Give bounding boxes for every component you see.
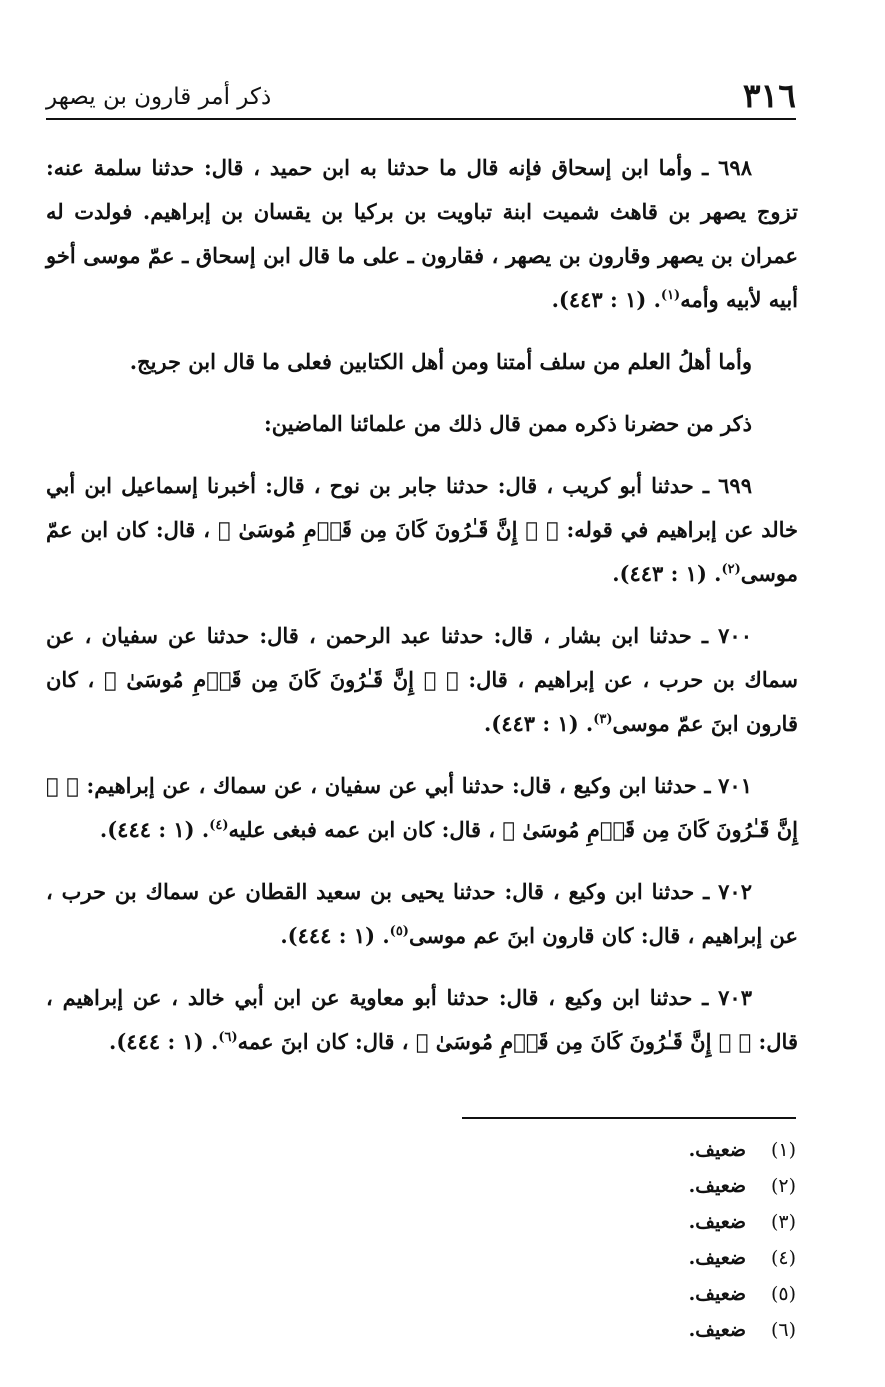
footnote-text: ضعيف. xyxy=(688,1283,746,1305)
citation: . (١ : ٤٤٤). xyxy=(109,1029,219,1054)
footnotes xyxy=(560,1132,796,1348)
footnote-reference: (٦) xyxy=(218,1030,238,1045)
footnote-1 xyxy=(560,1132,796,1168)
paragraph-text: ذكر من حضرنا ذكره ممن قال ذلك من علمائنا الماضين: xyxy=(264,411,752,436)
footnote-mark: (١) xyxy=(770,1139,796,1161)
citation: . (١ : ٤٤٣). xyxy=(612,561,722,586)
paragraph-700 xyxy=(46,614,798,746)
paragraph-heading xyxy=(46,402,798,446)
footnote-4 xyxy=(560,1240,796,1276)
main-text xyxy=(46,146,798,1082)
running-title: ذكر أمر قارون بن يصهر xyxy=(46,84,272,110)
footnote-reference: (٤) xyxy=(209,818,229,833)
footnote-divider xyxy=(462,1117,796,1119)
footnote-mark: (٤) xyxy=(770,1247,796,1269)
footnote-text: ضعيف. xyxy=(688,1175,746,1197)
paragraph-703 xyxy=(46,976,798,1064)
footnote-text: ضعيف. xyxy=(688,1139,746,1161)
paragraph-701 xyxy=(46,764,798,852)
paragraph-text: ٧٠١ ـ حدثنا ابن وكيع ، قال: حدثنا أبي عن سفيان ، عن سماك ، عن إبراهيم: ﴿ ۞ إِنَّ قَـٰرُونَ كَانَ مِن قَوۡمِ مُوسَىٰ ﴾ ، قال: كان ابن عمه فبغى عليه xyxy=(46,773,798,842)
citation: . (١ : ٤٤٣). xyxy=(483,711,594,736)
footnote-reference: (٣) xyxy=(593,712,613,727)
page-number: ٣١٦ xyxy=(742,76,796,115)
paragraph-699 xyxy=(46,464,798,596)
paragraph-text: وأما أهلُ العلم من سلف أمتنا ومن أهل الكتابين فعلى ما قال ابن جريج. xyxy=(129,349,752,374)
footnote-2 xyxy=(560,1168,796,1204)
page-header xyxy=(46,78,796,120)
paragraph-scholars xyxy=(46,340,798,384)
paragraph-text: ٧٠٢ ـ حدثنا ابن وكيع ، قال: حدثنا يحيى بن سعيد القطان عن سماك بن حرب ، عن إبراهيم ، قال: كان قارون ابنَ عم موسى xyxy=(46,879,798,948)
footnote-text: ضعيف. xyxy=(688,1211,746,1233)
citation: . (١ : ٤٤٤). xyxy=(280,923,390,948)
paragraph-text: ٧٠٣ ـ حدثنا ابن وكيع ، قال: حدثنا أبو معاوية عن ابن أبي خالد ، عن إبراهيم ، قال: ﴿ ۞ إِنَّ قَـٰرُونَ كَانَ مِن قَوۡمِ مُوسَىٰ ﴾ ، قال: كان ابنَ عمه xyxy=(46,985,798,1054)
footnote-reference: (١) xyxy=(660,288,681,303)
footnote-mark: (٣) xyxy=(770,1211,796,1233)
paragraph-text: ٧٠٠ ـ حدثنا ابن بشار ، قال: حدثنا عبد الرحمن ، قال: حدثنا عن سفيان ، عن سماك بن حرب ، عن إبراهيم ، قال: ﴿ ۞ إِنَّ قَـٰرُونَ كَانَ مِن قَوۡمِ مُوسَىٰ ﴾ ، كان قارون ابنَ عمّ موسى xyxy=(46,623,798,736)
paragraph-702 xyxy=(46,870,798,958)
footnote-reference: (٢) xyxy=(721,562,741,577)
paragraph-698 xyxy=(46,146,798,322)
footnote-reference: (٥) xyxy=(389,924,409,939)
citation: . (١ : ٤٤٤). xyxy=(99,817,210,842)
citation: . (١ : ٤٤٣). xyxy=(551,287,661,312)
footnote-mark: (٦) xyxy=(770,1319,796,1341)
footnote-5 xyxy=(560,1276,796,1312)
footnote-mark: (٥) xyxy=(770,1283,796,1305)
footnote-mark: (٢) xyxy=(770,1175,796,1197)
paragraph-text: ٦٩٨ ـ وأما ابن إسحاق فإنه قال ما حدثنا به ابن حميد ، قال: حدثنا سلمة عنه: تزوج يصهر بن قاهث شميت ابنة تباويت بن بركيا بن يقسان بن إبراهيم. فولدت له عمران بن يصهر وقارون بن يصهر ، فقارون ـ على ما قال ابن إسحاق ـ عمّ موسى أخو أبيه لأبيه وأمه xyxy=(46,155,798,312)
footnote-3 xyxy=(560,1204,796,1240)
paragraph-text: ٦٩٩ ـ حدثنا أبو كريب ، قال: حدثنا جابر بن نوح ، قال: أخبرنا إسماعيل ابن أبي خالد عن إبراهيم في قوله: ﴿ ۞ إِنَّ قَـٰرُونَ كَانَ مِن قَوۡمِ مُوسَىٰ ﴾ ، قال: كان ابن عمّ موسى xyxy=(46,473,798,586)
footnote-text: ضعيف. xyxy=(688,1319,746,1341)
footnote-6 xyxy=(560,1312,796,1348)
footnote-text: ضعيف. xyxy=(688,1247,746,1269)
